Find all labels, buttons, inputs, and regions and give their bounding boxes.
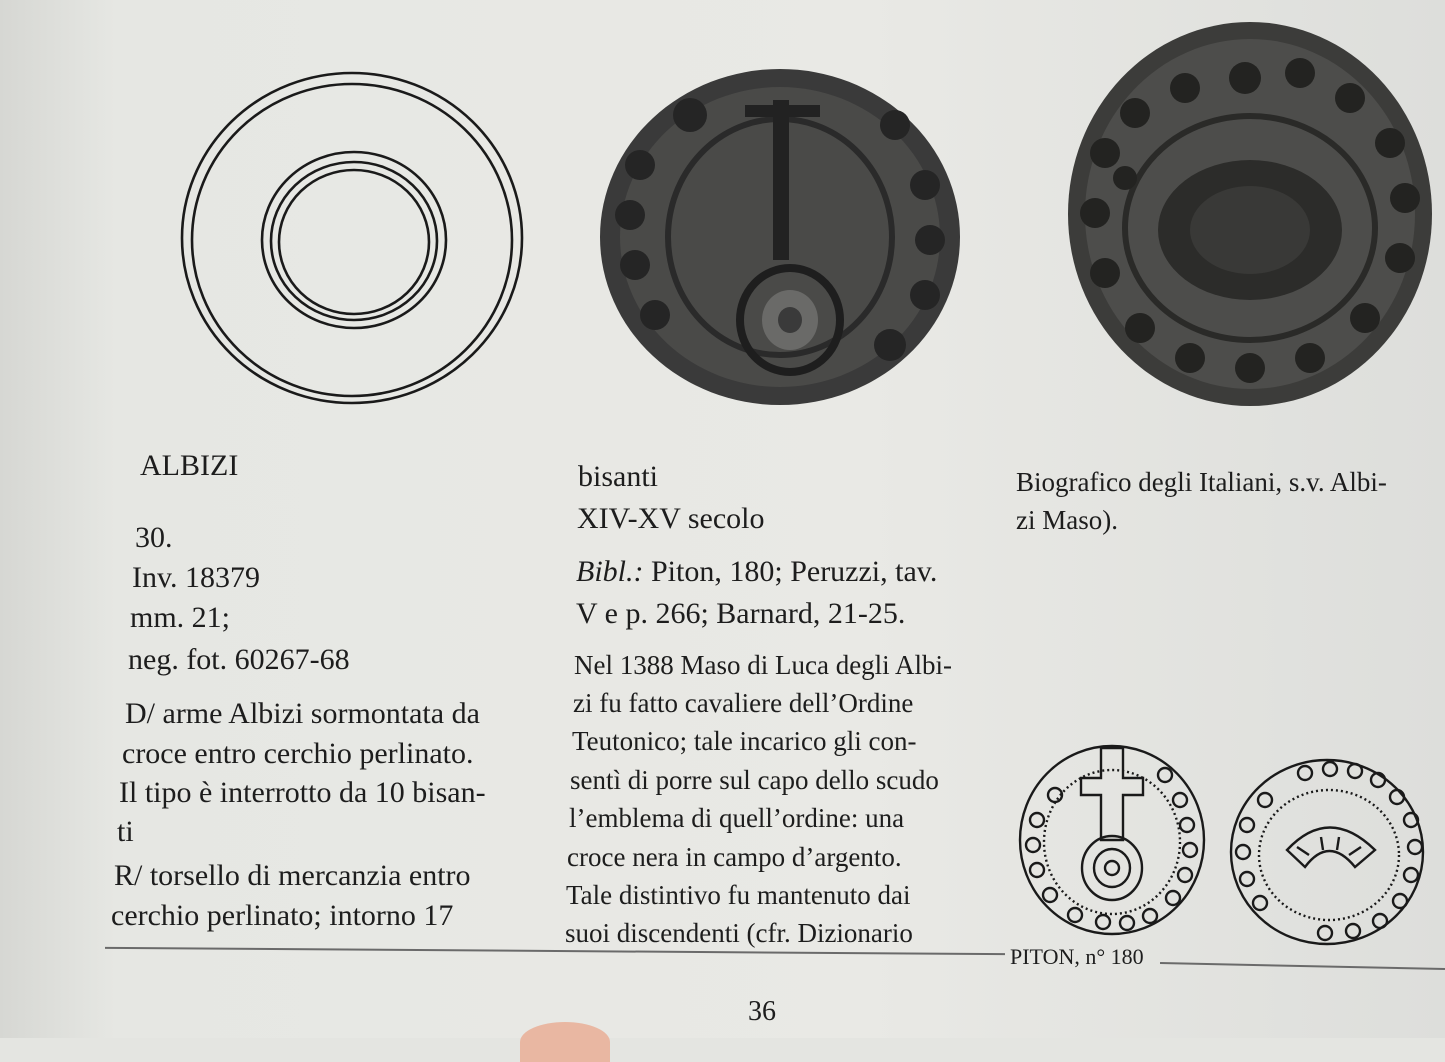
- page-number: 36: [748, 996, 776, 1027]
- piton-obverse-drawing: [1015, 740, 1210, 938]
- entry-number: 30.: [135, 521, 173, 554]
- century-line: XIV-XV secolo: [577, 502, 765, 535]
- coin-outline-drawing: [170, 70, 530, 410]
- coin-reverse-photo: [1065, 18, 1435, 410]
- bibliography-line-2: V e p. 266; Barnard, 21-25.: [576, 597, 906, 630]
- description-line: D/ arme Albizi sormontata da: [125, 697, 480, 730]
- description-line: R/ torsello di mercanzia entro: [114, 859, 471, 892]
- inventory-number: Inv. 18379: [132, 561, 261, 594]
- piton-reverse-drawing: [1225, 755, 1430, 950]
- continuation-line: bisanti: [578, 460, 658, 493]
- description-line: ti: [117, 815, 134, 848]
- description-line: cerchio perlinato; intorno 17: [111, 899, 454, 932]
- bibliography-line: [576, 551, 937, 593]
- note-line: croce nera in campo d’argento.: [567, 842, 902, 872]
- note-line: sentì di porre sul capo dello scudo: [570, 765, 939, 795]
- negative-photo-ref: neg. fot. 60267-68: [128, 643, 350, 676]
- note-line: Tale distintivo fu mantenuto dai: [566, 880, 911, 910]
- note-line: zi fu fatto cavaliere dell’Ordine: [573, 688, 914, 718]
- column3-line: zi Maso).: [1016, 505, 1118, 535]
- coin-obverse-photo: [595, 65, 965, 410]
- finger-edge: [520, 1022, 610, 1062]
- note-line: suoi discendenti (cfr. Dizionario: [565, 918, 913, 948]
- note-line: Teutonico; tale incarico gli con-: [572, 726, 917, 756]
- figure-caption: PITON, n° 180: [1010, 944, 1144, 969]
- size-mm: mm. 21;: [130, 601, 231, 634]
- description-line: Il tipo è interrotto da 10 bisan-: [119, 776, 486, 809]
- note-line: Nel 1388 Maso di Luca degli Albi-: [574, 650, 952, 680]
- description-line: croce entro cerchio perlinato.: [122, 737, 474, 770]
- note-line: l’emblema di quell’ordine: una: [569, 803, 905, 833]
- bibliography-label: Bibl.:: [576, 555, 644, 588]
- bibliography-text: Piton, 180; Peruzzi, tav.: [643, 555, 938, 588]
- heading-albizi: ALBIZI: [140, 449, 239, 482]
- column3-line: Biografico degli Italiani, s.v. Albi-: [1016, 467, 1387, 497]
